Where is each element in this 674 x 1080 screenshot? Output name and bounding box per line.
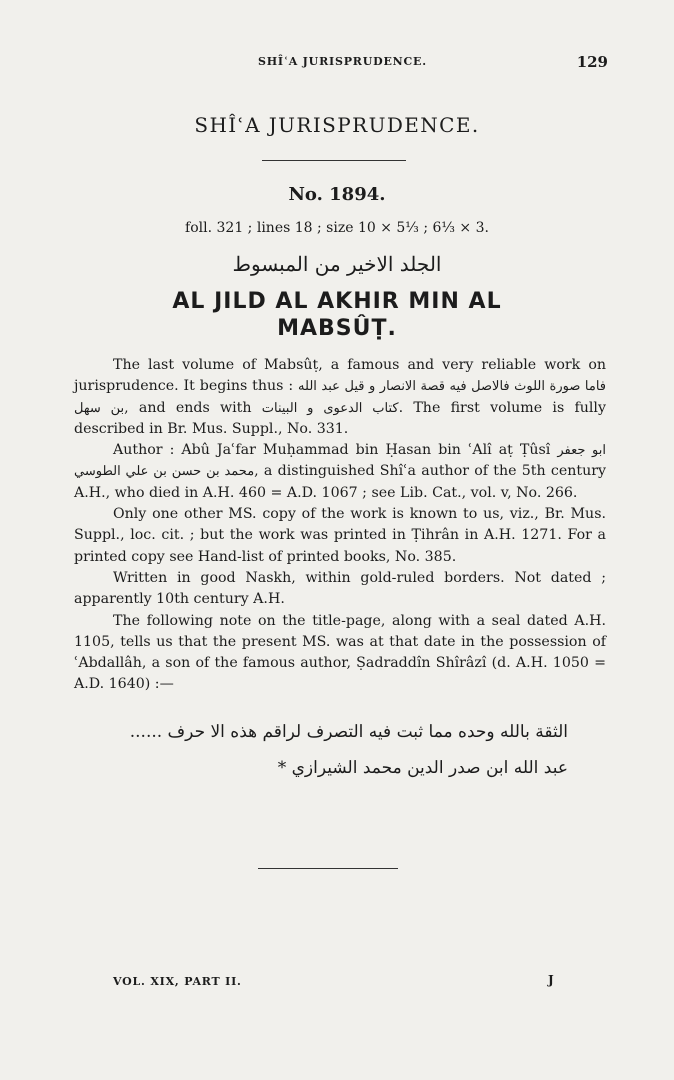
- paragraph-description: The last volume of Mabsûṭ, a famous and very reliable work on jurisprudence. It begins thus : فاما صورة اللوث فالاصل فيه قصة الانصار و قيل عبد الله بن سهل, and ends with كتاب الدعوى و البينات. The first volume is fully described in Br. Mus. Suppl., No. 331.: [74, 357, 606, 437]
- running-head: [0, 55, 674, 75]
- page-number: 129: [576, 53, 608, 71]
- paragraph-note-intro: The following note on the title-page, along with a seal dated A.H. 1105, tells us that the present MS. was at that date in the possession of ʿAbdallâh, a son of the famous author, Ṣadraddîn Shîrâzî (d. A.H. 1050 = A.D. 1640) :—: [74, 612, 606, 693]
- paragraph-author: Author : Abû Jaʿfar Muḥammad bin Ḥasan bin ʿAlî aṭ Ṭûsî ابو جعفر محمد بن حسن بن علي الطوسي, a distinguished Shîʿa author of the 5th century A.H., who died in A.H. 460 = A.D. 1067 ; see Lib. Cat., vol. v, No. 266.: [74, 442, 607, 501]
- footer-gathering-letter: J: [548, 973, 554, 987]
- arabic-incipit: فاما صورة اللوث فالاصل فيه قصة الانصار و قيل عبد الله بن سهل: [74, 379, 606, 416]
- work-title: [0, 288, 674, 342]
- paragraph-script: Written in good Naskh, within gold-ruled borders. Not dated ; apparently 10th century A.H.: [74, 569, 606, 608]
- description-body: [74, 355, 606, 696]
- paragraph-copies: Only one other MS. copy of the work is known to us, viz., Br. Mus. Suppl., loc. cit. ; but the work was printed in Ṭihrân in A.H. 1271. For a printed copy see Hand-list of printed books, No. 385.: [74, 506, 606, 565]
- manuscript-physical-description: foll. 321 ; lines 18 ; size 10 × 5⅓ ; 6⅓ × 3.: [185, 220, 489, 236]
- section-title: SHÎʿA JURISPRUDENCE.: [194, 113, 480, 137]
- arabic-author-name: ابو جعفر محمد بن حسن بن علي الطوسي: [74, 443, 607, 480]
- footer-signature: VOL. XIX, PART II.: [113, 975, 242, 988]
- running-head-title: SHÎʿA JURISPRUDENCE.: [258, 55, 427, 68]
- divider-top: [262, 160, 406, 161]
- arabic-explicit: كتاب الدعوى و البينات: [261, 400, 399, 416]
- arabic-note-line-1: الثقة بالله وحده مما ثبت فيه التصرف لراقم هذه الا حرف ......: [129, 722, 568, 742]
- manuscript-number: No. 1894.: [288, 184, 386, 205]
- work-title-line-1: AL JILD AL AKHIR MIN AL: [172, 289, 502, 314]
- arabic-work-title: الجلد الاخير من المبسوط: [232, 252, 442, 276]
- arabic-note-line-2: عبد الله ابن صدر الدين محمد الشيرازي *: [277, 758, 568, 778]
- work-title-line-2: MABSÛṬ.: [277, 316, 397, 341]
- divider-bottom: [258, 868, 398, 869]
